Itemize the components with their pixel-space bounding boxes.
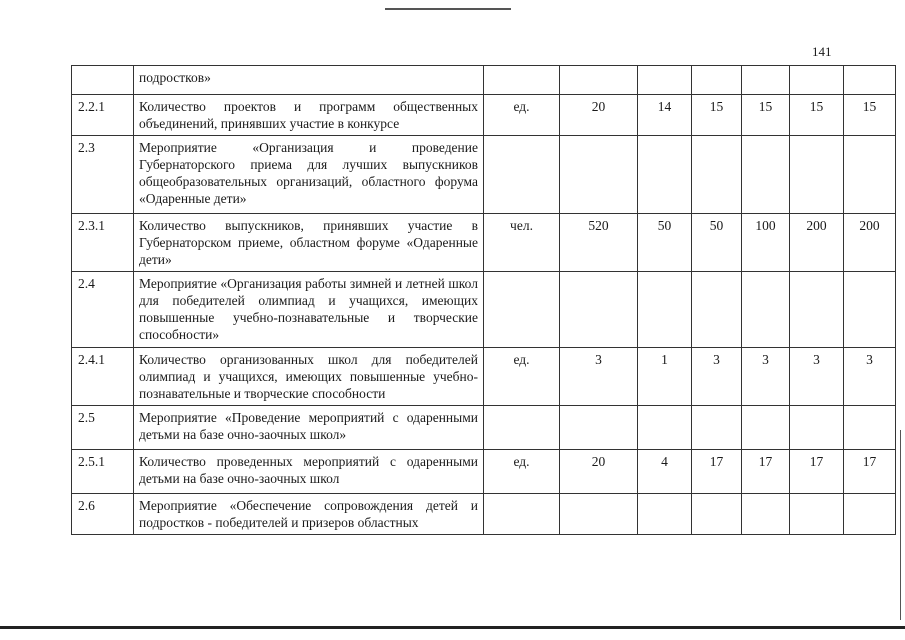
row-description: Мероприятие «Обеспечение сопровождения детей и подростков - победителей и призеров областных: [134, 494, 484, 535]
row-value-4: 17: [742, 450, 790, 494]
top-rule: [385, 8, 511, 10]
row-unit: [484, 136, 560, 214]
row-unit: ед.: [484, 348, 560, 406]
right-edge-mark: [900, 430, 901, 620]
row-description: Количество проведенных мероприятий с одаренными детьми на базе очно-заочных школ: [134, 450, 484, 494]
row-code: 2.3: [72, 136, 134, 214]
row-code: [72, 66, 134, 95]
row-value-2: [638, 272, 692, 348]
table-body: [72, 66, 896, 535]
row-value-2: [638, 66, 692, 95]
row-unit: ед.: [484, 450, 560, 494]
row-unit: [484, 66, 560, 95]
row-value-3: [692, 136, 742, 214]
row-value-6: [844, 406, 896, 450]
row-value-3: [692, 494, 742, 535]
row-value-1: [560, 272, 638, 348]
row-value-4: 100: [742, 214, 790, 272]
row-value-4: [742, 272, 790, 348]
row-code: 2.5: [72, 406, 134, 450]
row-value-5: [790, 406, 844, 450]
row-unit: чел.: [484, 214, 560, 272]
table-row: [72, 95, 896, 136]
row-code: 2.4.1: [72, 348, 134, 406]
row-value-2: 4: [638, 450, 692, 494]
table-row: [72, 494, 896, 535]
row-value-5: 15: [790, 95, 844, 136]
row-value-5: 200: [790, 214, 844, 272]
bottom-bar: [0, 626, 905, 629]
row-value-1: [560, 136, 638, 214]
table-row: [72, 348, 896, 406]
row-value-2: [638, 494, 692, 535]
row-value-1: [560, 66, 638, 95]
table-row: [72, 136, 896, 214]
table-row: [72, 272, 896, 348]
page-number: 141: [812, 44, 832, 59]
row-value-3: 3: [692, 348, 742, 406]
row-value-6: [844, 136, 896, 214]
row-value-4: 15: [742, 95, 790, 136]
row-value-6: 3: [844, 348, 896, 406]
row-value-5: 17: [790, 450, 844, 494]
row-value-1: [560, 494, 638, 535]
table-row: [72, 450, 896, 494]
table-row: [72, 66, 896, 95]
row-value-6: 15: [844, 95, 896, 136]
row-value-4: [742, 494, 790, 535]
row-value-1: 20: [560, 450, 638, 494]
row-value-3: 17: [692, 450, 742, 494]
row-value-5: [790, 494, 844, 535]
row-code: 2.5.1: [72, 450, 134, 494]
row-value-3: [692, 66, 742, 95]
row-value-2: 50: [638, 214, 692, 272]
row-description: подростков»: [134, 66, 484, 95]
row-value-1: 520: [560, 214, 638, 272]
row-value-6: 200: [844, 214, 896, 272]
row-description: Мероприятие «Организация и проведение Губернаторского приема для лучших выпускников общеобразовательных организаций, областного форума «Одаренные дети»: [134, 136, 484, 214]
table-row: [72, 214, 896, 272]
row-value-1: [560, 406, 638, 450]
indicators-table: [71, 65, 896, 535]
row-value-4: [742, 66, 790, 95]
row-code: 2.4: [72, 272, 134, 348]
row-code: 2.3.1: [72, 214, 134, 272]
row-value-5: [790, 136, 844, 214]
row-value-3: [692, 272, 742, 348]
row-value-5: [790, 272, 844, 348]
row-code: 2.6: [72, 494, 134, 535]
row-unit: [484, 406, 560, 450]
row-value-2: 14: [638, 95, 692, 136]
row-description: Количество выпускников, принявших участие в Губернаторском приеме, областном форуме «Одаренные дети»: [134, 214, 484, 272]
row-value-5: 3: [790, 348, 844, 406]
row-description: Мероприятие «Организация работы зимней и летней школ для победителей олимпиад и учащихся, имеющих повышенные учебно-познавательные и творческие способности»: [134, 272, 484, 348]
row-description: Количество организованных школ для победителей олимпиад и учащихся, имеющих повышенные учебно-познавательные и творческие способности: [134, 348, 484, 406]
table-row: [72, 406, 896, 450]
row-value-4: [742, 406, 790, 450]
row-description: Количество проектов и программ общественных объединений, принявших участие в конкурсе: [134, 95, 484, 136]
row-value-2: [638, 406, 692, 450]
row-unit: ед.: [484, 95, 560, 136]
row-value-4: 3: [742, 348, 790, 406]
row-unit: [484, 272, 560, 348]
row-value-6: 17: [844, 450, 896, 494]
row-description: Мероприятие «Проведение мероприятий с одаренными детьми на базе очно-заочных школ»: [134, 406, 484, 450]
row-value-6: [844, 66, 896, 95]
row-value-6: [844, 272, 896, 348]
row-value-1: 20: [560, 95, 638, 136]
row-value-3: 50: [692, 214, 742, 272]
row-value-4: [742, 136, 790, 214]
row-value-6: [844, 494, 896, 535]
row-value-2: 1: [638, 348, 692, 406]
row-unit: [484, 494, 560, 535]
row-value-2: [638, 136, 692, 214]
row-value-1: 3: [560, 348, 638, 406]
row-value-3: [692, 406, 742, 450]
row-value-5: [790, 66, 844, 95]
row-code: 2.2.1: [72, 95, 134, 136]
row-value-3: 15: [692, 95, 742, 136]
